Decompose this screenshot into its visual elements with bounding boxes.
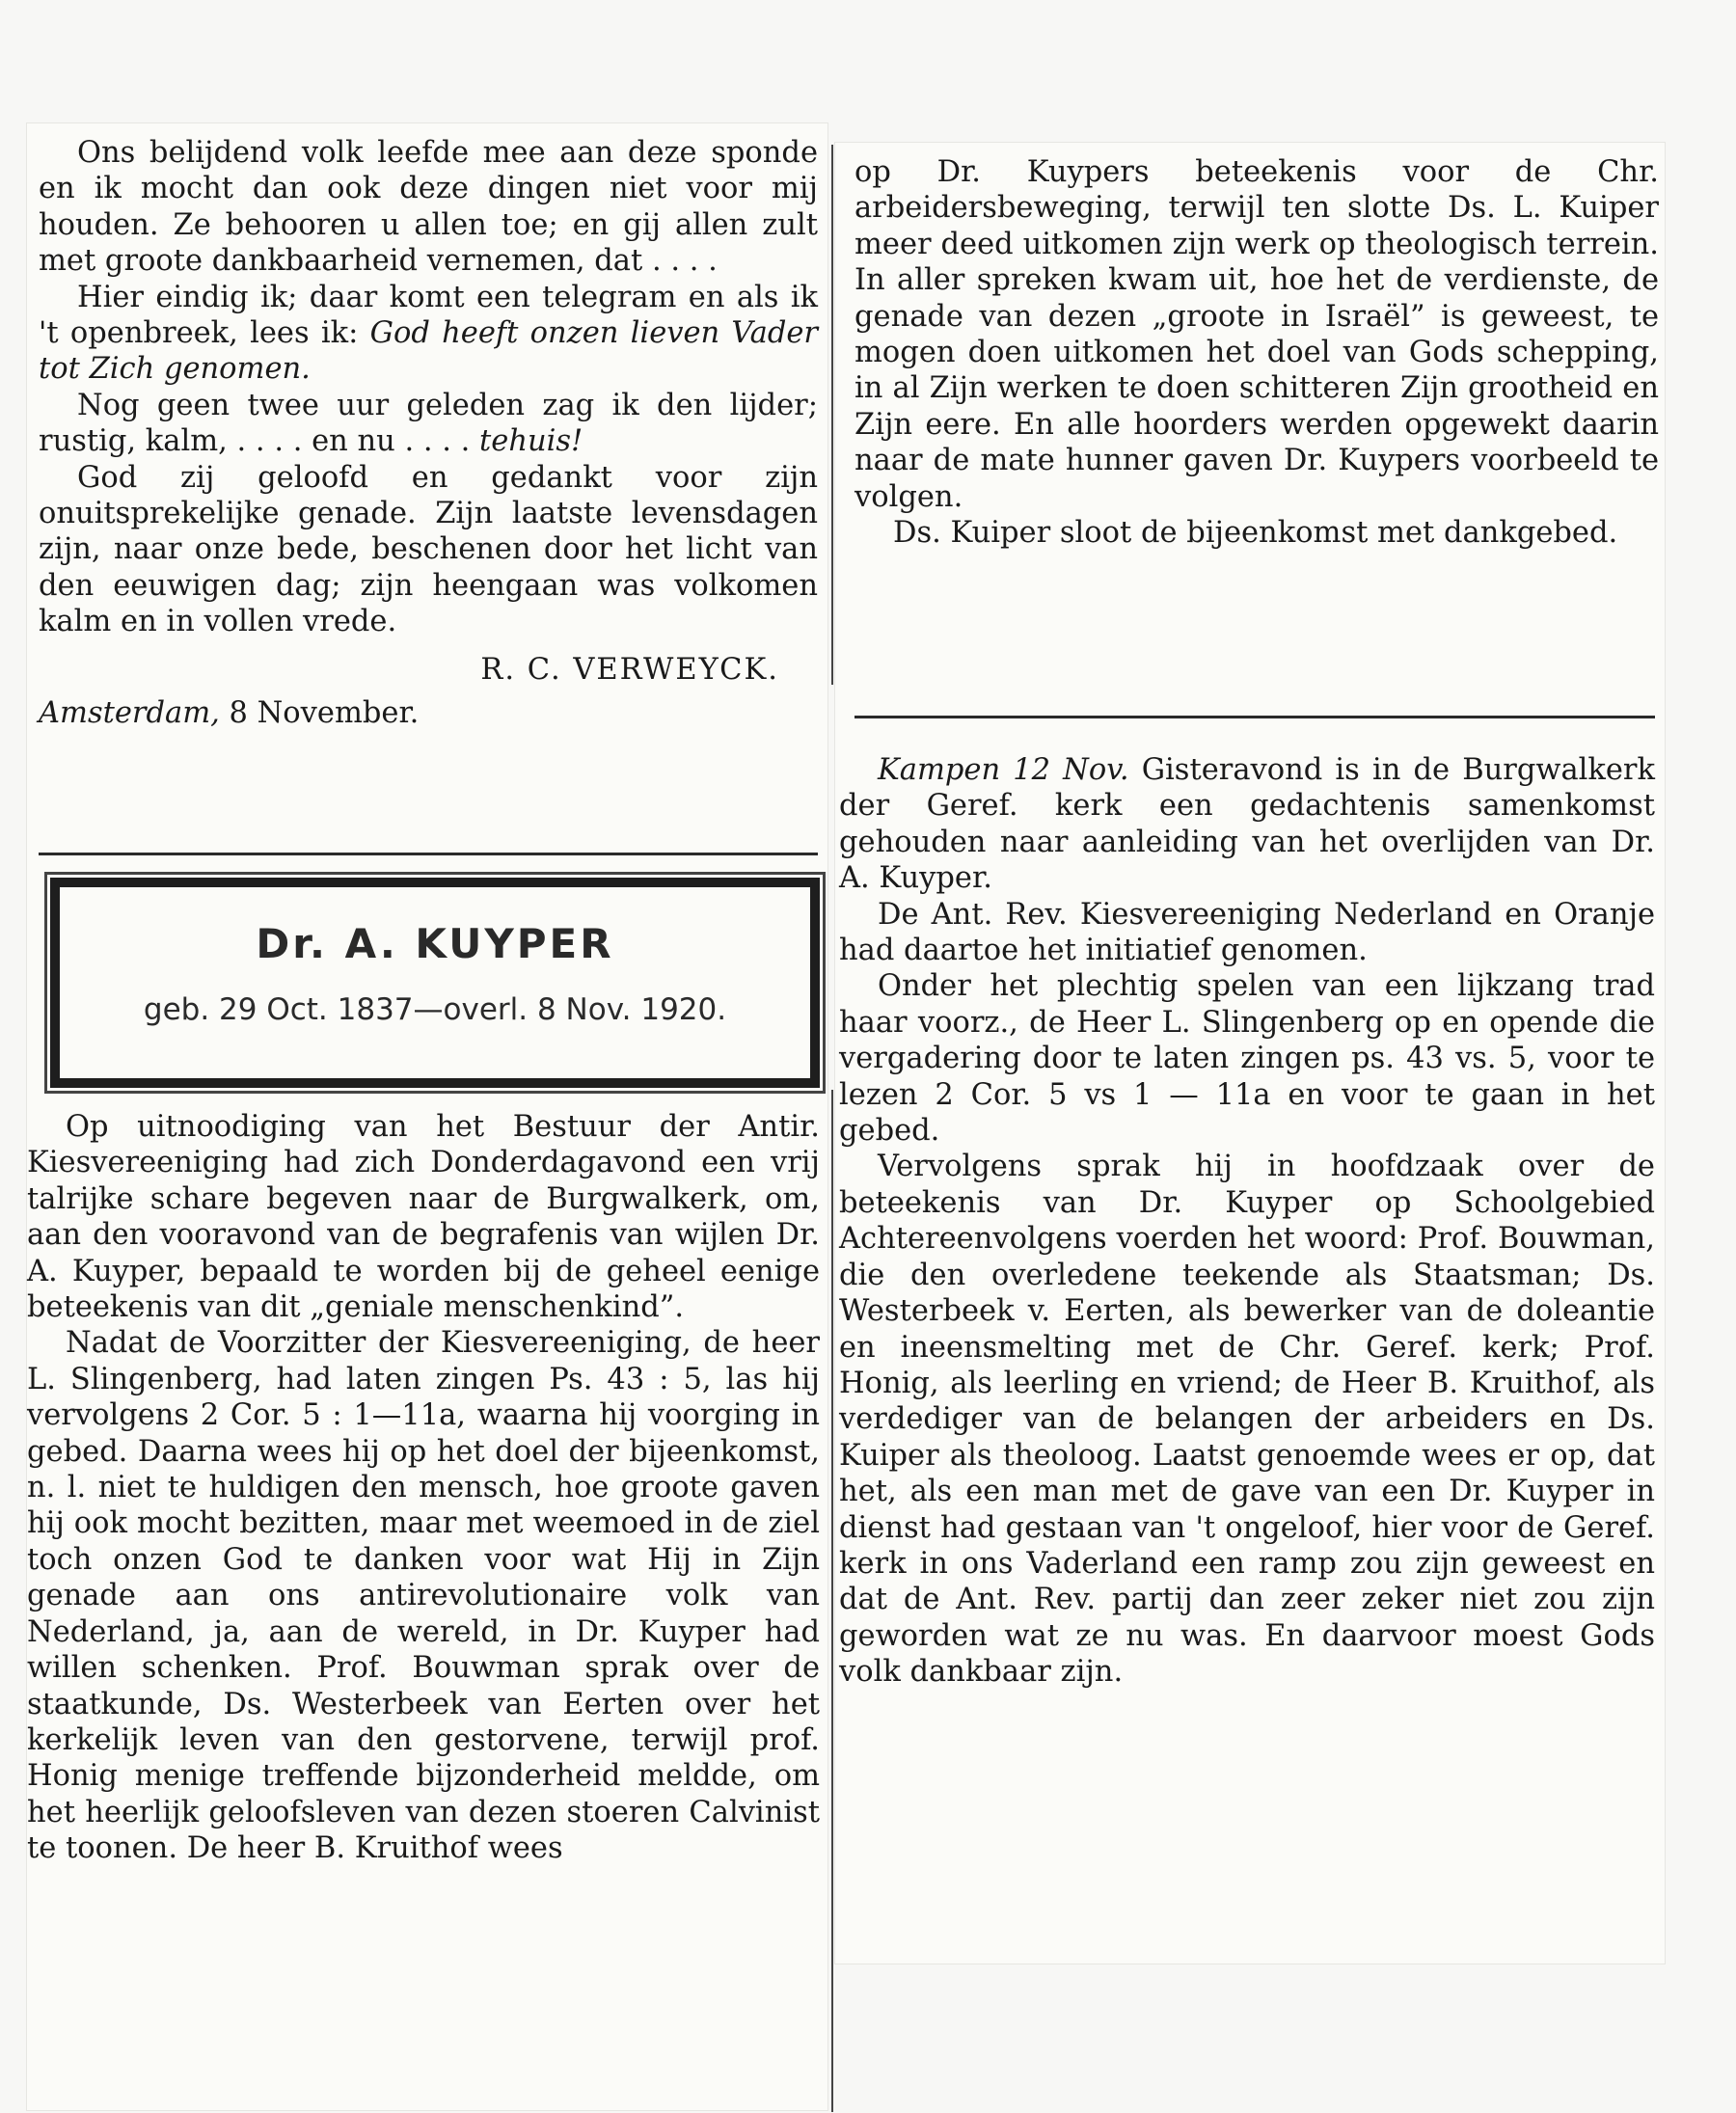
column-separator-top	[831, 145, 833, 685]
right-divider-rule	[854, 716, 1655, 718]
right-column-top	[854, 154, 1659, 551]
left-article-p2: Nadat de Voorzitter der Kiesvereeniging, de heer L. Slingenberg, had laten zingen Ps. 43 : 5, las hij vervolgens 2 Cor. 5 : 1—11a, waarna hij voorging in gebed. Daarna wees hij op het doel der bijeenkomst, n. l. niet te huldigen den mensch, hoe groote gaven hij ook mocht bezitten, maar met weemoed in de ziel toch onzen God te danken voor wat Hij in Zijn genade aan ons antirevolutionaire volk van Nederland, ja, aan de wereld, in Dr. Kuyper had willen schenken. Prof. Bouwman sprak over de staatkunde, Ds. Westerbeek van Eerten over het kerkelijk leven van den gestorvene, terwijl prof. Honig menige treffende bijzonderheid meldde, om het heerlijk geloofsleven van dezen stoeren Calvinist te toonen. De heer B. Kruithof wees	[27, 1326, 820, 1866]
grace-paragraph: God zij geloofd en gedankt voor zijn onuitsprekelijke genade. Zijn laatste levensdagen zijn, naar onze bede, beschenen door het licht van den eeuwigen dag; zijn heengaan was volkomen kalm en in vollen vrede.	[39, 460, 818, 639]
suffering-paragraph	[39, 388, 818, 460]
place: Amsterdam,	[39, 696, 220, 731]
telegram-text: God heeft onzen lieven Vader tot Zich genomen.	[39, 316, 818, 387]
right-article-p2: De Ant. Rev. Kiesvereeniging Nederland en Oranje had daartoe het initiatief genomen.	[839, 897, 1655, 968]
right-article-p4: Vervolgens sprak hij in hoofdzaak over de beteekenis van Dr. Kuyper op Schoolgebied Achtereenvolgens voerden het woord: Prof. Bouwman, die den overledene teekende als Staatsman; Ds. Westerbeek v. Eerten, als bewerker van de doleantie en ineensmelting met de Chr. Geref. kerk; Prof. Honig, als leerling en vriend; de Heer B. Kruithof, als verdediger van de belangen der arbeiders en Ds. Kuiper als theoloog. Laatst genoemde wees er op, dat het, als een man met de gave van een Dr. Kuyper in dienst had gestaan van 't ongeloof, hier voor de Geref. kerk in ons Vaderland een ramp zou zijn geweest en dat de Ant. Rev. partij dan zeer zeker niet zou zijn geworden wat ze nu was. En daarvoor moest Gods volk dankbaar zijn.	[839, 1150, 1655, 1690]
telegram-paragraph	[39, 280, 818, 388]
death-notice-box	[50, 878, 820, 1088]
left-article-p1: Op uitnoodiging van het Bestuur der Antir. Kiesvereeniging had zich Donderdagavond een vrij talrijke schare begeven naar de Burgwalkerk, om, aan den vooravond van de begrafenis van wijlen Dr. A. Kuyper, bepaald te worden bij de geheel eenige beteekenis van dit „geniale menschenkind”.	[27, 1110, 820, 1325]
left-column-top	[39, 135, 818, 732]
suffering-prefix: Nog geen twee uur geleden zag ik den lijder; rustig, kalm, . . . . en nu . . . .	[39, 388, 818, 459]
right-article-p3: Onder het plechtig spelen van een lijkzang trad haar voorz., de Heer L. Slingenberg op en opende die vergadering door te laten zingen ps. 43 vs. 5, voor te lezen 2 Cor. 5 vs 1 — 11a en voor te gaan in het gebed.	[839, 969, 1655, 1149]
right-p2: Ds. Kuiper sloot de bijeenkomst met dankgebed.	[893, 516, 1618, 551]
date: 8 November.	[229, 696, 420, 731]
telegram-prefix: Hier eindig ik; daar komt een telegram en als ik 't openbreek, lees ik:	[39, 280, 818, 351]
signature: R. C. VERWEYCK.	[480, 652, 779, 687]
dateline: Kampen 12 Nov.	[878, 753, 1129, 787]
place-date	[39, 695, 818, 731]
right-p1: op Dr. Kuypers beteekenis voor de Chr. arbeidersbeweging, terwijl ten slotte Ds. L. Kuiper meer deed uitkomen zijn werk op theologisch terrein. In aller spreken kwam uit, hoe het de verdienste, de genade van dezen „groote in Israël” is geweest, te mogen doen uitkomen het doel van Gods schepping, in al Zijn werken te doen schitteren Zijn grootheid en Zijn eere. En alle hoorders werden opgewekt daarin naar de mate hunner gaven Dr. Kuypers voorbeeld te volgen.	[854, 155, 1659, 514]
left-divider-rule	[39, 853, 818, 855]
left-column-article	[27, 1109, 820, 1867]
suffering-home: tehuis!	[479, 424, 583, 459]
right-column-article	[839, 752, 1655, 1691]
kampen-text: Gisteravond is in de Burgwalkerk der Geref. kerk een gedachtenis samenkomst gehouden naar aanleiding van het overlijden van Dr. A. Kuyper.	[839, 753, 1655, 896]
notice-dates: geb. 29 Oct. 1837—overl. 8 Nov. 1920.	[143, 992, 727, 1027]
column-separator-bottom	[831, 1090, 833, 2112]
intro-paragraph: Ons belijdend volk leefde mee aan deze sponde en ik mocht dan ook deze dingen niet voor mij houden. Ze behooren u allen toe; en gij allen zult met groote dankbaarheid vernemen, dat . . . .	[39, 136, 818, 279]
kampen-paragraph	[839, 752, 1655, 897]
notice-name: Dr. A. KUYPER	[256, 920, 614, 967]
